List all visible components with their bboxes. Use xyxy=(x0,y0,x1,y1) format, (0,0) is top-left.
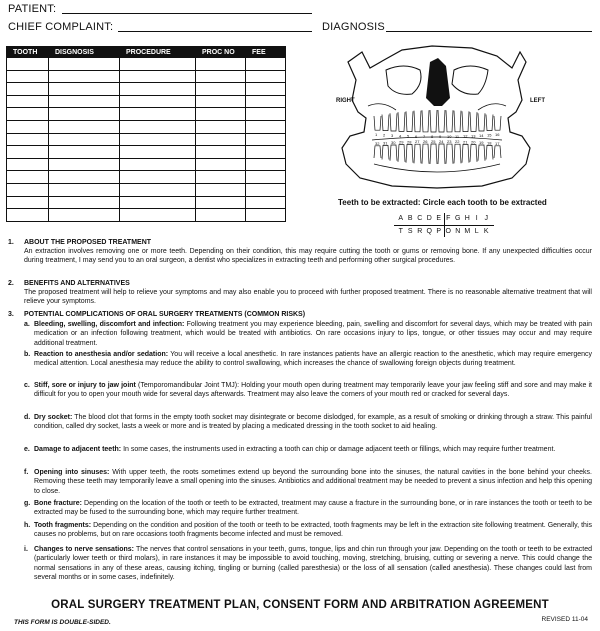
upper-tooth[interactable] xyxy=(430,110,437,132)
primary_upper-tooth[interactable]: E xyxy=(436,215,442,222)
table-cell[interactable] xyxy=(49,171,120,184)
risk-letter: b. xyxy=(24,351,31,358)
primary-teeth-lower xyxy=(396,228,496,235)
patient-label: PATIENT: xyxy=(8,3,57,15)
section-2: 2. BENEFITS AND ALTERNATIVES The proposed treatment will help to relieve your symptoms and may also enable you to proceed with further proposed treatment. There is no reasonable alternative treatment that will relieve your symptoms. xyxy=(8,280,592,306)
primary_lower-tooth[interactable]: S xyxy=(407,228,413,235)
primary_upper-tooth[interactable]: B xyxy=(407,215,413,222)
table-cell[interactable] xyxy=(7,108,49,121)
table-cell[interactable] xyxy=(246,209,286,222)
table-cell[interactable] xyxy=(246,95,286,108)
table-row xyxy=(7,209,286,222)
upper-tooth-number: 16 xyxy=(495,132,500,138)
primary_lower-tooth[interactable]: M xyxy=(464,228,471,235)
table-cell[interactable] xyxy=(196,95,246,108)
lower-tooth[interactable] xyxy=(382,145,389,159)
table-cell[interactable] xyxy=(7,183,49,196)
risk-letter: d. xyxy=(24,414,31,421)
upper-tooth[interactable] xyxy=(406,111,413,131)
upper-tooth-number: 1 xyxy=(375,132,378,138)
table-cell[interactable] xyxy=(246,120,286,133)
lower-tooth[interactable] xyxy=(438,144,445,164)
table-cell[interactable] xyxy=(7,209,49,222)
lower-tooth[interactable] xyxy=(398,145,405,162)
risk-title: Stiff, sore or injury to jaw joint xyxy=(34,382,136,389)
upper-tooth[interactable] xyxy=(382,115,389,131)
table-cell[interactable] xyxy=(7,70,49,83)
primary_upper-tooth[interactable]: H xyxy=(464,215,470,222)
lower-tooth-number: 26 xyxy=(423,139,428,145)
risk-text xyxy=(34,468,592,496)
chief-complaint-input-line[interactable] xyxy=(118,21,312,32)
upper-tooth[interactable] xyxy=(494,116,501,130)
risk-text xyxy=(34,381,592,400)
risk-title: Changes to nerve sensations: xyxy=(34,546,134,553)
table-cell[interactable] xyxy=(196,108,246,121)
table-cell[interactable] xyxy=(196,183,246,196)
table-cell[interactable] xyxy=(49,209,120,222)
primary_upper-tooth[interactable]: F xyxy=(446,215,451,222)
lower-tooth[interactable] xyxy=(478,145,485,161)
risk-title: Reaction to anesthesia and/or sedation: xyxy=(34,351,169,358)
risk-letter: c. xyxy=(24,382,30,389)
table-row xyxy=(7,83,286,96)
risk-text xyxy=(34,413,592,432)
lower-tooth[interactable] xyxy=(454,144,461,163)
upper-tooth[interactable] xyxy=(438,110,445,132)
table-row xyxy=(7,158,286,171)
lower-tooth[interactable] xyxy=(430,144,437,164)
table-cell[interactable] xyxy=(246,183,286,196)
table-cell[interactable] xyxy=(120,120,196,133)
table-cell[interactable] xyxy=(120,171,196,184)
table-row xyxy=(7,70,286,83)
lower-tooth[interactable] xyxy=(374,146,381,158)
table-cell[interactable] xyxy=(246,108,286,121)
form-title: ORAL SURGERY TREATMENT PLAN, CONSENT FORM AND ARBITRATION AGREEMENT xyxy=(51,599,549,611)
table-cell[interactable] xyxy=(49,83,120,96)
primary_upper-tooth[interactable]: I xyxy=(475,215,478,222)
lower-tooth-number: 27 xyxy=(415,139,420,145)
col-procedure: PROCEDURE xyxy=(120,47,196,58)
upper-tooth[interactable] xyxy=(390,113,397,131)
table-cell[interactable] xyxy=(49,158,120,171)
table-row xyxy=(7,58,286,71)
risk-title: Bleeding, swelling, discomfort and infection: xyxy=(34,321,185,328)
table-row xyxy=(7,108,286,121)
lower-tooth-number: 24 xyxy=(439,139,444,145)
table-cell[interactable] xyxy=(196,146,246,159)
upper-tooth-number: 3 xyxy=(391,133,394,139)
upper-tooth[interactable] xyxy=(422,110,429,132)
table-cell[interactable] xyxy=(49,146,120,159)
risk-body: You will receive a local anesthetic. In rare instances patients have an allergic reaction to the anesthetic, which may require emergency medical attention. Local anesthesia may reduce the ability to control swallowing, which increases the chance of swallowing foreign objects during treatment. xyxy=(34,351,593,368)
upper-tooth-number: 15 xyxy=(487,132,492,138)
table-cell[interactable] xyxy=(120,133,196,146)
primary_lower-tooth[interactable]: T xyxy=(398,228,403,235)
lower-tooth-number: 17 xyxy=(495,140,500,146)
risk-letter: i. xyxy=(24,546,28,553)
upper-tooth[interactable] xyxy=(478,113,485,131)
primary_lower-tooth[interactable]: L xyxy=(474,228,479,235)
upper-tooth[interactable] xyxy=(462,111,469,131)
table-cell[interactable] xyxy=(120,95,196,108)
upper-tooth-number: 5 xyxy=(407,133,410,139)
primary_upper-tooth[interactable]: G xyxy=(455,215,461,222)
primary_upper-tooth[interactable]: J xyxy=(484,215,488,222)
lower-tooth-number: 21 xyxy=(463,139,468,145)
table-cell[interactable] xyxy=(7,58,49,71)
primary_lower-tooth[interactable]: P xyxy=(436,228,442,235)
table-cell[interactable] xyxy=(120,83,196,96)
risk-text xyxy=(34,320,592,348)
risk-title: Damage to adjacent teeth: xyxy=(34,446,122,453)
table-cell[interactable] xyxy=(120,108,196,121)
table-cell[interactable] xyxy=(246,83,286,96)
table-cell[interactable] xyxy=(246,146,286,159)
primary_lower-tooth[interactable]: K xyxy=(483,228,489,235)
risk-letter: g. xyxy=(24,500,31,507)
upper-tooth-number: 6 xyxy=(415,133,418,139)
risk-letter: f. xyxy=(24,469,29,476)
lower-tooth-number: 20 xyxy=(471,139,476,145)
primary_lower-tooth[interactable]: O xyxy=(445,228,451,235)
risk-body: The nerves that control sensations in your teeth, gums, tongue, lips and chin run through your jaw. Depending on the tooth or teeth to be extracted (particularly lower teeth or third molars), in rare instances it may be impossible to avoid touching, moving, stretching, bruising, cutting or severing a nerve. This could change the normal sensations in any of these areas, causing itching, tingling or burning (called paresthesia) or the loss of all sensation (called anesthesia). These changes could last from several months or in some cases, indefinitely. xyxy=(34,546,592,581)
risk-body: With upper teeth, the roots sometimes extend up beyond the surrounding bone into the sinuses, the natural cavities in the bone behind your cheeks. Removing these teeth may temporarily leave a small opening into the sinuses. Antibiotics and additional treatment may be needed to prevent a sinus infection and help this opening to close. xyxy=(34,469,592,495)
left-label: LEFT xyxy=(530,98,545,104)
lower-tooth-number: 25 xyxy=(431,139,436,145)
upper-tooth-number: 10 xyxy=(447,133,452,139)
table-cell[interactable] xyxy=(7,196,49,209)
lower-tooth-number: 19 xyxy=(479,139,484,145)
lower-tooth-number: 18 xyxy=(487,140,492,146)
upper-tooth-number: 4 xyxy=(399,133,402,139)
col-proc-no: PROC NO xyxy=(196,47,246,58)
table-cell[interactable] xyxy=(196,171,246,184)
lower-tooth-number: 28 xyxy=(407,139,412,145)
table-cell[interactable] xyxy=(49,108,120,121)
col-fee: FEE xyxy=(246,47,286,58)
lower-tooth[interactable] xyxy=(462,144,469,162)
risk-body: In some cases, the instruments used in extracting a tooth can chip or damage adjacent teeth or fillings, which may require further treatment. xyxy=(121,446,556,453)
table-cell[interactable] xyxy=(120,196,196,209)
table-cell[interactable] xyxy=(196,120,246,133)
table-cell[interactable] xyxy=(49,183,120,196)
table-cell[interactable] xyxy=(7,133,49,146)
table-cell[interactable] xyxy=(120,183,196,196)
upper-tooth[interactable] xyxy=(446,110,453,132)
risk-body: The blood clot that forms in the empty tooth socket may disintegrate or become dislodged, for example, as a result of smoking or drinking through a straw. This painful condition, called dry socket, lasts a week or more and is treated by placing a medicated dressing in the tooth socket to aid healing. xyxy=(34,414,592,431)
primary_lower-tooth[interactable]: N xyxy=(455,228,461,235)
primary_upper-tooth[interactable]: C xyxy=(417,215,423,222)
risk-body: (Temporomandibular Joint TMJ): Holding your mouth open during treatment may temporarily leave your jaw feeling stiff and sore and may make it difficult for you to open your mouth wide for several days afterwards. Treatment may also leave the corners of your mouth red or cracked for several days. xyxy=(34,382,592,399)
table-header-row xyxy=(7,47,286,58)
table-cell[interactable] xyxy=(246,158,286,171)
revision-label: REVISED 11-04 xyxy=(541,616,588,623)
risk-text xyxy=(34,499,592,518)
table-row xyxy=(7,196,286,209)
lower-tooth-number: 31 xyxy=(383,140,388,146)
upper-tooth[interactable] xyxy=(374,116,381,130)
table-cell[interactable] xyxy=(246,70,286,83)
table-cell[interactable] xyxy=(120,146,196,159)
risk-body: Depending on the condition and position of the tooth or teeth to be extracted, tooth fragments may be left in the extraction site following treatment. Generally, this causes no problems, but on rare occasions tooth fragments become infected and must be removed. xyxy=(34,522,592,539)
upper-tooth-number: 13 xyxy=(471,133,476,139)
col-diagnosis: DISGNOSIS xyxy=(49,47,120,58)
risk-text xyxy=(34,521,592,540)
lower-tooth-number: 32 xyxy=(375,140,380,146)
table-cell[interactable] xyxy=(7,158,49,171)
table-cell[interactable] xyxy=(7,120,49,133)
table-cell[interactable] xyxy=(246,58,286,71)
treatment-table xyxy=(6,46,286,222)
dental-skull-diagram xyxy=(312,40,562,190)
table-cell[interactable] xyxy=(120,70,196,83)
risk-letter: e. xyxy=(24,446,30,453)
lower-tooth[interactable] xyxy=(486,145,493,159)
section-3: 3. POTENTIAL COMPLICATIONS OF ORAL SURGERY TREATMENTS (COMMON RISKS) xyxy=(8,311,306,318)
table-cell[interactable] xyxy=(196,209,246,222)
risk-text xyxy=(34,545,592,582)
table-cell[interactable] xyxy=(120,58,196,71)
risk-title: Tooth fragments: xyxy=(34,522,92,529)
table-cell[interactable] xyxy=(7,83,49,96)
upper-tooth-number: 8 xyxy=(431,133,434,139)
lower-tooth-number: 29 xyxy=(399,139,404,145)
table-cell[interactable] xyxy=(49,70,120,83)
risk-text xyxy=(34,445,592,454)
table-cell[interactable] xyxy=(49,58,120,71)
upper-tooth-number: 2 xyxy=(383,132,386,138)
col-tooth: TOOTH xyxy=(7,47,49,58)
lower-tooth-number: 23 xyxy=(447,139,452,145)
lower-tooth-number: 22 xyxy=(455,139,460,145)
risk-title: Dry socket: xyxy=(34,414,73,421)
primary_upper-tooth[interactable]: D xyxy=(426,215,432,222)
upper-tooth[interactable] xyxy=(398,112,405,131)
table-row xyxy=(7,120,286,133)
lower-tooth[interactable] xyxy=(406,144,413,162)
table-cell[interactable] xyxy=(49,120,120,133)
upper-tooth[interactable] xyxy=(414,111,421,132)
primary_lower-tooth[interactable]: R xyxy=(417,228,423,235)
lower-tooth[interactable] xyxy=(422,144,429,164)
double-sided-note: THIS FORM IS DOUBLE-SIDED. xyxy=(14,619,111,626)
lower-tooth[interactable] xyxy=(414,144,421,163)
table-cell[interactable] xyxy=(196,83,246,96)
risk-letter: a. xyxy=(24,321,30,328)
table-cell[interactable] xyxy=(120,158,196,171)
table-cell[interactable] xyxy=(7,171,49,184)
section-1: 1. ABOUT THE PROPOSED TREATMENT An extraction involves removing one or more teeth. Depending on their condition, this may require cutting the tooth or gums or removing bone. If any unexpected difficulties occur during treatment, I may send you to an oral surgeon, a dentist who specializes in extracting teeth and performing other surgical procedures. xyxy=(8,239,592,265)
table-row xyxy=(7,133,286,146)
patient-input-line[interactable] xyxy=(62,3,312,14)
lower-tooth-number: 30 xyxy=(391,139,396,145)
upper-tooth-number: 14 xyxy=(479,133,484,139)
table-cell[interactable] xyxy=(7,146,49,159)
table-cell[interactable] xyxy=(196,196,246,209)
upper-tooth-number: 7 xyxy=(423,133,426,139)
upper-tooth-number: 12 xyxy=(463,133,468,139)
upper-tooth[interactable] xyxy=(470,112,477,131)
primary_upper-tooth[interactable]: A xyxy=(398,215,404,222)
right-label: RIGHT xyxy=(336,98,355,104)
lower-tooth[interactable] xyxy=(446,144,453,164)
primary_lower-tooth[interactable]: Q xyxy=(426,228,432,235)
upper-tooth-number: 11 xyxy=(455,133,460,139)
risk-letter: h. xyxy=(24,522,31,529)
table-row xyxy=(7,183,286,196)
primary-teeth-upper xyxy=(396,215,496,222)
extraction-caption: Teeth to be extracted: Circle each tooth to be extracted xyxy=(338,198,547,207)
risk-title: Bone fracture: xyxy=(34,500,82,507)
diagnosis-input-line[interactable] xyxy=(386,21,592,32)
table-cell[interactable] xyxy=(49,196,120,209)
lower-tooth[interactable] xyxy=(470,145,477,162)
diagnosis-label: DIAGNOSIS xyxy=(322,21,385,33)
table-cell[interactable] xyxy=(49,95,120,108)
table-cell[interactable] xyxy=(196,133,246,146)
upper-tooth-number: 9 xyxy=(439,133,442,139)
table-row xyxy=(7,95,286,108)
risk-text xyxy=(34,350,592,369)
table-cell[interactable] xyxy=(7,95,49,108)
table-cell[interactable] xyxy=(120,209,196,222)
lower-tooth[interactable] xyxy=(494,146,501,158)
table-cell[interactable] xyxy=(246,196,286,209)
table-row xyxy=(7,146,286,159)
table-row xyxy=(7,171,286,184)
table-cell[interactable] xyxy=(196,58,246,71)
upper-tooth[interactable] xyxy=(486,115,493,131)
table-cell[interactable] xyxy=(246,171,286,184)
upper-tooth[interactable] xyxy=(454,111,461,132)
chief-complaint-label: CHIEF COMPLAINT: xyxy=(8,21,114,33)
table-cell[interactable] xyxy=(196,70,246,83)
risk-body: Following treatment you may experience bleeding, pain, swelling and discomfort for several days, which may be treated with pain medication or an infection following treatment, which would be treated with antibiotics. On rare occasions injury to lips, tongue, or other tissues may occur and may require additional treatment. xyxy=(34,321,592,347)
table-cell[interactable] xyxy=(196,158,246,171)
risk-body: Depending on the location of the tooth or teeth to be extracted, treatment may cause a fracture in the surrounding bone, or in rare instances the tooth or teeth to be extracted may be fused to the surrounding bone, which may require further treatment. xyxy=(34,500,592,517)
table-cell[interactable] xyxy=(246,133,286,146)
table-cell[interactable] xyxy=(49,133,120,146)
lower-tooth[interactable] xyxy=(390,145,397,161)
risk-title: Opening into sinuses: xyxy=(34,469,110,476)
